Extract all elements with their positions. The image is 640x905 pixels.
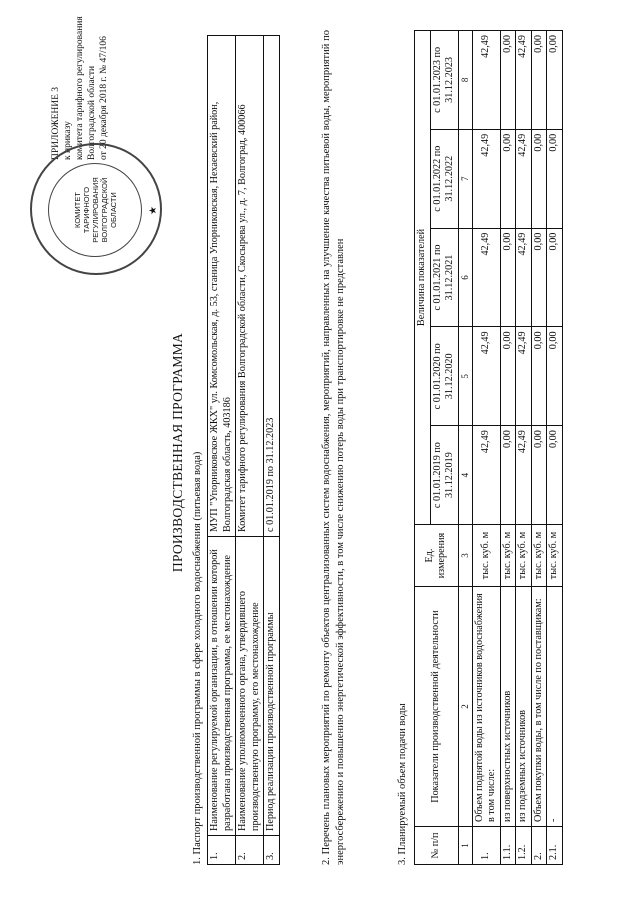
table-row <box>208 36 236 865</box>
row-value: 42,49 <box>472 228 500 327</box>
header-values-group: Величина показателей <box>415 31 431 525</box>
column-index: 6 <box>458 228 472 327</box>
seal-line: ТАРИФНОГО <box>81 186 91 234</box>
row-value: 42,49 <box>516 31 532 130</box>
row-number: 2. <box>531 827 547 865</box>
seal-text <box>48 163 142 257</box>
header-indicator: Показатели производственной деятельности <box>415 587 459 827</box>
table-row <box>547 31 563 865</box>
row-number: 3. <box>264 836 280 865</box>
column-index: 8 <box>458 31 472 130</box>
row-name: Период реализации производственной программы <box>264 537 280 836</box>
column-index: 1 <box>458 827 472 865</box>
row-value: 42,49 <box>516 426 532 525</box>
row-value: 0,00 <box>547 129 563 228</box>
appendix-line: ПРИЛОЖЕНИЕ 3 <box>51 86 61 160</box>
row-value: 0,00 <box>500 228 516 327</box>
row-number: 1. <box>208 836 236 865</box>
column-index: 7 <box>458 129 472 228</box>
row-name: Наименование уполномоченного органа, утвердившего производственную программу, его местонахождение <box>236 537 264 836</box>
row-value: 0,00 <box>500 327 516 426</box>
row-number: 2.1. <box>547 827 563 865</box>
row-value: 42,49 <box>516 129 532 228</box>
row-name: Наименование регулируемой организации, в отношении которой разработана производственная программа, ее местонахождение <box>208 537 236 836</box>
row-unit: тыс. куб. м <box>547 525 563 587</box>
row-name: из поверхностных источников <box>500 587 516 827</box>
header-period: с 01.01.2022 по 31.12.2022 <box>430 129 458 228</box>
table-row <box>264 36 280 865</box>
row-value: 42,49 <box>472 129 500 228</box>
row-unit: тыс. куб. м <box>516 525 532 587</box>
seal-line: КОМИТЕТ <box>72 192 82 228</box>
header-period: с 01.01.2023 по 31.12.2023 <box>430 31 458 130</box>
table-row <box>472 31 500 865</box>
column-index: 4 <box>458 426 472 525</box>
header-period: с 01.01.2020 по 31.12.2020 <box>430 327 458 426</box>
appendix-note <box>50 0 110 160</box>
column-index: 2 <box>458 587 472 827</box>
row-value: 0,00 <box>500 129 516 228</box>
document-title: ПРОИЗВОДСТВЕННАЯ ПРОГРАММА <box>170 332 185 573</box>
table-row <box>531 31 547 865</box>
row-value: 0,00 <box>547 327 563 426</box>
table-index-row <box>458 31 472 865</box>
row-value: 0,00 <box>500 31 516 130</box>
water-supply-table <box>414 30 563 865</box>
table-row <box>516 31 532 865</box>
row-unit: тыс. куб. м <box>472 525 500 587</box>
row-value: 0,00 <box>531 31 547 130</box>
appendix-line: комитета тарифного регулирования <box>75 16 85 160</box>
row-value: 0,00 <box>531 228 547 327</box>
row-number: 2. <box>236 836 264 865</box>
row-number: 1.1. <box>500 827 516 865</box>
row-value: 0,00 <box>500 426 516 525</box>
row-value: 42,49 <box>516 228 532 327</box>
row-value: 0,00 <box>547 426 563 525</box>
official-seal <box>30 143 162 275</box>
passport-table <box>207 35 280 865</box>
row-name: Объем поднятой воды из источников водоснабжения в том числе: <box>472 587 500 827</box>
row-value: Комитет тарифного регулирования Волгоградской области, Скосырева ул., д. 7, Волгоград, 400066 <box>236 36 264 537</box>
seal-star-icon: ★ <box>148 206 159 215</box>
row-unit: тыс. куб. м <box>500 525 516 587</box>
section-2-text: 2. Перечень плановых мероприятий по ремонту объектов централизованных систем водоснабжения, мероприятий, направленных на улучшение качества питьевой воды, мероприятий по энергосбережению и повышению энергетической эффективности, в том числе снижению потерь воды при транспортировке не представлен <box>321 30 346 865</box>
row-unit: тыс. куб. м <box>531 525 547 587</box>
header-period: с 01.01.2021 по 31.12.2021 <box>430 228 458 327</box>
row-number: 1. <box>472 827 500 865</box>
header-num: № п/п <box>415 827 459 865</box>
row-number: 1.2. <box>516 827 532 865</box>
row-value: 42,49 <box>472 426 500 525</box>
row-name: из подземных источников <box>516 587 532 827</box>
table-row <box>500 31 516 865</box>
row-value: 0,00 <box>531 426 547 525</box>
section-1-heading: 1. Паспорт производственной программы в сфере холодного водоснабжения (питьевая вода) <box>192 451 203 865</box>
row-value: 0,00 <box>531 129 547 228</box>
section-3-heading: 3. Планируемый объем подачи воды <box>397 703 408 865</box>
row-value: 42,49 <box>516 327 532 426</box>
row-value: 0,00 <box>531 327 547 426</box>
appendix-line: от 20 декабря 2018 г. № 47/106 <box>99 36 109 160</box>
seal-line: ОБЛАСТИ <box>108 192 118 228</box>
row-value: с 01.01.2019 по 31.12.2023 <box>264 36 280 537</box>
seal-line: РЕГУЛИРОВАНИЯ <box>90 177 100 243</box>
column-index: 5 <box>458 327 472 426</box>
row-name: Объем покупки воды, в том числе по поставщикам: <box>531 587 547 827</box>
appendix-line: Волгоградской области <box>87 65 97 160</box>
appendix-line: к приказу <box>63 121 73 160</box>
table-row <box>236 36 264 865</box>
header-unit: Ед. измерения <box>415 525 459 587</box>
row-value: 0,00 <box>547 228 563 327</box>
column-index: 3 <box>458 525 472 587</box>
table-header-row <box>415 31 431 865</box>
seal-line: ВОЛГОГРАДСКОЙ <box>99 177 109 243</box>
header-period: с 01.01.2019 по 31.12.2019 <box>430 426 458 525</box>
row-name: - <box>547 587 563 827</box>
row-value: 42,49 <box>472 327 500 426</box>
row-value: 42,49 <box>472 31 500 130</box>
row-value: 0,00 <box>547 31 563 130</box>
row-value: МУП "Упорниковское ЖКХ" ул. Комсомольская, д. 53, станица Упорниковская, Нехаевский район, Волгоградская область, 403186 <box>208 36 236 537</box>
